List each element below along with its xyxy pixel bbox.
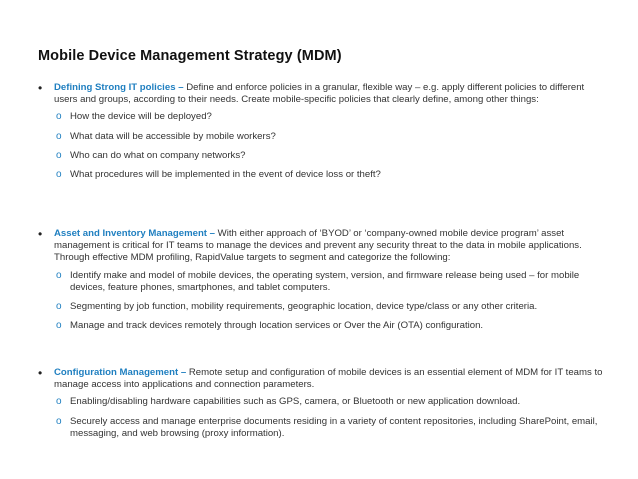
circle-bullet-icon: o bbox=[56, 415, 62, 427]
section-heading: Defining Strong IT policies – bbox=[54, 82, 184, 93]
list-item-text: Who can do what on company networks? bbox=[70, 149, 246, 161]
list-item-text: Identify make and model of mobile devices, the operating system, version, and firmware release being used – for mobile devices, feature phones, smartphones, and tablet computers. bbox=[70, 269, 580, 293]
list-item-text: Securely access and manage enterprise documents residing in a variety of content repositories, including SharePoint, email, messaging, and web browsing (proxy information). bbox=[70, 415, 598, 439]
circle-bullet-icon: o bbox=[56, 149, 62, 161]
list-item-text: Manage and track devices remotely through location services or Over the Air (OTA) configuration. bbox=[70, 320, 484, 332]
list-item bbox=[38, 320, 608, 332]
list-item bbox=[38, 270, 608, 294]
list-item bbox=[38, 301, 608, 313]
circle-bullet-icon: o bbox=[56, 301, 62, 313]
list-item bbox=[38, 416, 608, 440]
section-body: Remote setup and configuration of mobile devices is an essential element of MDM for IT teams to manage access into applications and connection parameters. bbox=[54, 367, 603, 391]
bullet-paragraph bbox=[38, 367, 608, 391]
bullet-icon: • bbox=[38, 227, 43, 241]
list-item bbox=[38, 111, 608, 123]
list-item bbox=[38, 396, 608, 408]
circle-bullet-icon: o bbox=[56, 169, 62, 181]
list-item-text: What procedures will be implemented in the event of device loss or theft? bbox=[70, 169, 381, 181]
bullet-paragraph bbox=[38, 228, 608, 265]
circle-bullet-icon: o bbox=[56, 396, 62, 408]
page-title: Mobile Device Management Strategy (MDM) bbox=[38, 48, 342, 64]
section-heading: Asset and Inventory Management – bbox=[54, 228, 216, 239]
bullet-icon: • bbox=[38, 81, 43, 95]
bullet-paragraph bbox=[38, 82, 608, 106]
circle-bullet-icon: o bbox=[56, 111, 62, 123]
section-configuration bbox=[38, 367, 608, 447]
section-body: Define and enforce policies in a granular, flexible way – e.g. apply different policies to different users and groups, according to their needs. Create mobile-specific policies that clearly define, among other things: bbox=[54, 82, 585, 106]
sub-list bbox=[38, 270, 608, 333]
circle-bullet-icon: o bbox=[56, 269, 62, 281]
list-item-text: Enabling/disabling hardware capabilities such as GPS, camera, or Bluetooth or new application download. bbox=[70, 396, 521, 408]
section-heading: Configuration Management – bbox=[54, 367, 187, 378]
circle-bullet-icon: o bbox=[56, 320, 62, 332]
list-item bbox=[38, 169, 608, 181]
list-item-text: How the device will be deployed? bbox=[70, 111, 212, 123]
section-body: With either approach of ‘BYOD’ or ‘company-owned mobile device program’ asset management is critical for IT teams to manage the devices and prevent any security threat to the data in mobile applications. Through effective MDM profiling, RapidValue targets to segment and categorize the following: bbox=[54, 228, 582, 264]
section-asset-inventory bbox=[38, 228, 608, 339]
circle-bullet-icon: o bbox=[56, 130, 62, 142]
sub-list bbox=[38, 396, 608, 440]
list-item bbox=[38, 131, 608, 143]
sub-list bbox=[38, 111, 608, 181]
bullet-icon: • bbox=[38, 366, 43, 380]
list-item-text: Segmenting by job function, mobility requirements, geographic location, device type/class or any other criteria. bbox=[70, 301, 538, 313]
section-it-policies bbox=[38, 82, 608, 188]
list-item-text: What data will be accessible by mobile workers? bbox=[70, 130, 276, 142]
list-item bbox=[38, 150, 608, 162]
